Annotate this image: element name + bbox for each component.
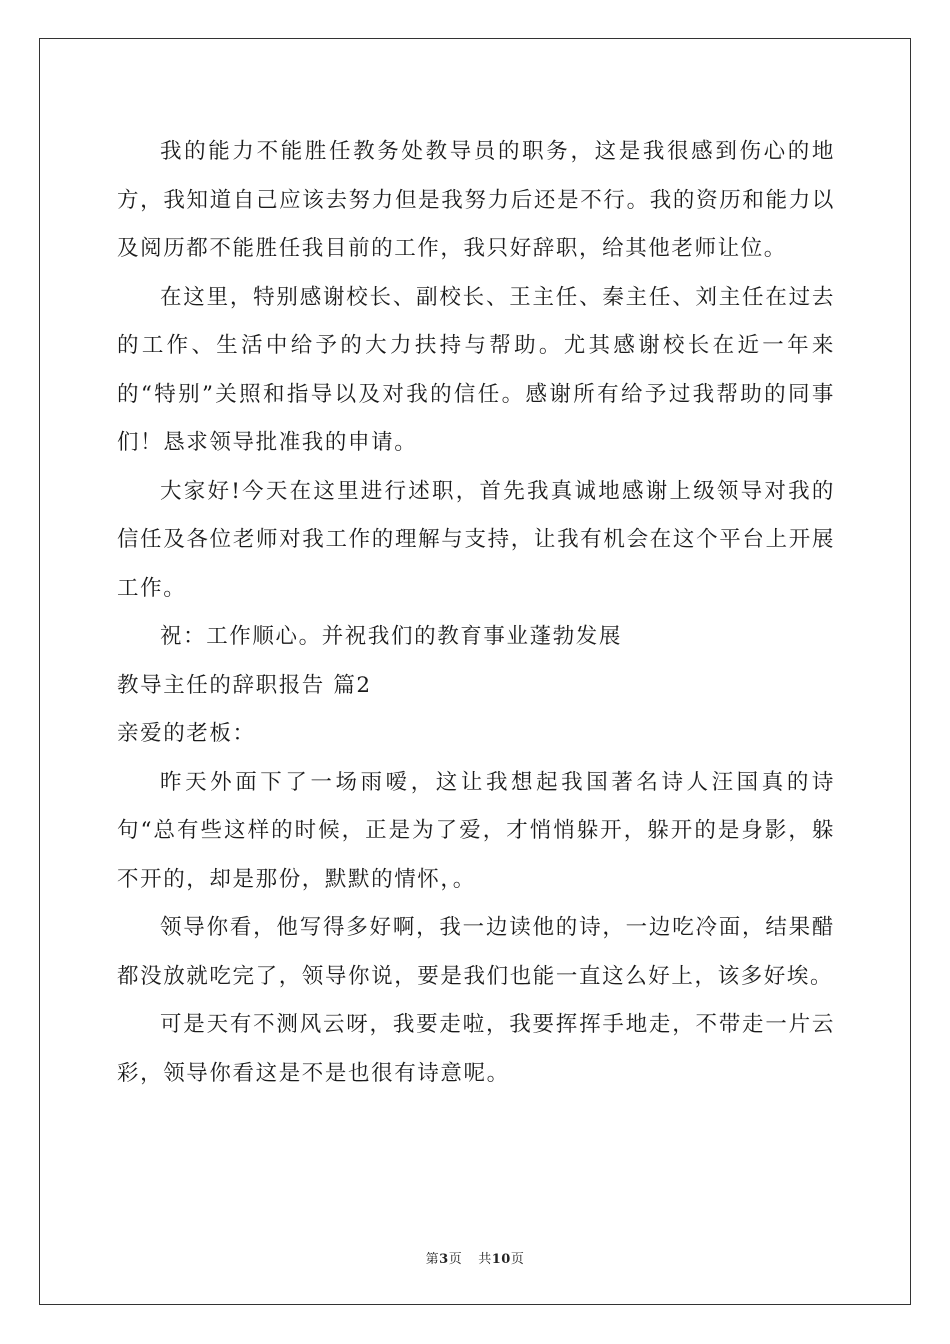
page-prefix: 第 [425, 1252, 440, 1267]
paragraph-2: 在这里，特别感谢校长、副校长、王主任、秦主任、刘主任在过去的工作、生活中给予的大力扶持与帮助。尤其感谢校长在近一年来的“特别”关照和指导以及对我的信任。感谢所有给予过我帮助的同事们！恳求领导批准我的申请。 [117, 284, 835, 455]
paragraph-1: 我的能力不能胜任教务处教导员的职务，这是我很感到伤心的地方，我知道自己应该去努力但是我努力后还是不行。我的资历和能力以及阅历都不能胜任我目前的工作，我只好辞职，给其他老师让位。 [117, 139, 835, 261]
paragraph-9: 可是天有不测风云呀，我要走啦，我要挥挥手地走，不带走一片云彩，领导你看这是不是也很有诗意呢。 [117, 1012, 835, 1086]
paragraph-7: 昨天外面下了一场雨嗳，这让我想起我国著名诗人汪国真的诗句“总有些这样的时候，正是为了爱，才悄悄躲开，躲开的是身影，躲不开的，却是那份，默默的情怀，。 [117, 769, 835, 892]
document-body [117, 128, 835, 1098]
page-suffix: 页 [448, 1252, 463, 1267]
total-suffix: 页 [510, 1252, 525, 1267]
paragraph-3: 大家好!今天在这里进行述职，首先我真诚地感谢上级领导对我的信任及各位老师对我工作的理解与支持，让我有机会在这个平台上开展工作。 [117, 478, 835, 601]
page-footer [0, 1248, 950, 1267]
paragraph-4: 祝：工作顺心。并祝我们的教育事业蓬勃发展 [160, 624, 623, 649]
salutation: 亲爱的老板： [117, 721, 256, 746]
paragraph-8: 领导你看，他写得多好啊，我一边读他的诗，一边吃冷面，结果醋都没放就吃完了，领导你说，要是我们也能一直这么好上，该多好埃。 [117, 915, 835, 989]
total-prefix: 共 [478, 1252, 492, 1267]
total-pages: 10 [491, 1252, 511, 1267]
page-number: 3 [439, 1252, 449, 1267]
section-heading: 教导主任的辞职报告 篇2 [117, 672, 372, 698]
